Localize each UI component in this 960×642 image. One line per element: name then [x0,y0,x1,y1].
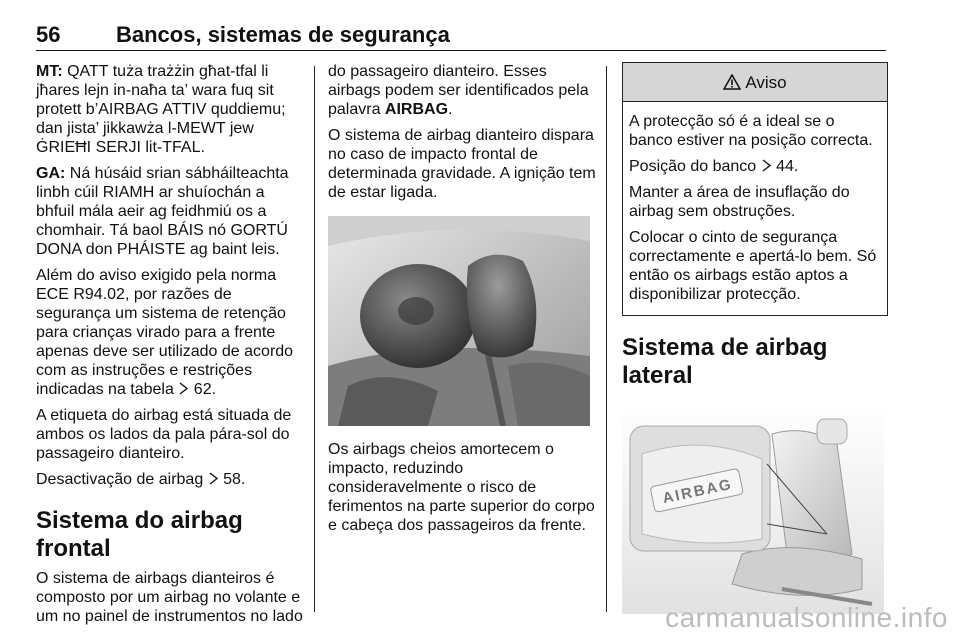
page-header [36,22,886,51]
ga-label: GA: [36,165,66,182]
paragraph-mt [36,62,306,157]
warning-p2 [629,157,881,176]
ga-text: Ná húsáid srian sábháilteachta linbh cúil RIAMH ar shuíochán a bhfuil mála aeir ag feidhmiú os a chomhair. Tá baol BÁIS nó GORTÚ DONA don PHÁISTE ag baint leis. [36,165,289,258]
continued-period: . [448,101,453,118]
warning-body [623,102,887,315]
deactivation-text: Desactivação de airbag [36,471,204,488]
warning-triangle-icon [723,74,741,90]
column-divider-1 [314,66,315,612]
reference-arrow-icon [178,382,189,395]
column-2 [328,62,596,542]
ece-ref-link[interactable]: 62. [193,381,217,398]
deactivation-ref-link[interactable]: 58. [223,471,246,488]
page-number: 56 [36,22,61,47]
airbag-word: AIRBAG [384,101,449,118]
warning-p1: A protecção só é a ideal se o banco estiver na posição correcta. [629,113,873,149]
heading-side-airbag: Sistema de airbag lateral [622,334,828,389]
warning-p3: Manter a área de insuflação do airbag sem obstruções. [629,184,850,220]
side-airbag-seat-illustration [622,404,884,614]
warning-header [623,63,887,102]
paragraph-label-location: A etiqueta do airbag está situada de ambos os lados da pala pára-sol do passageiro dianteiro. [36,407,292,462]
column-3 [622,62,888,614]
ece-text: Além do aviso exigido pela norma ECE R94.02, por razões de segurança um sistema de retenção para crianças virado para a frente apenas deve ser utilizado de acordo com as instruções e restrições indicadas na tabela [36,267,294,398]
paragraph-continued [328,62,596,119]
watermark: carmanualsonline.info [665,602,948,633]
continued-text: do passageiro dianteiro. Esses airbags podem ser identificados pela palavra [328,63,589,118]
warning-title: Aviso [745,72,787,92]
paragraph-ga [36,164,306,259]
seat-position-text: Posição do banco [629,158,757,175]
paragraph-frontal: O sistema de airbags dianteiros é composto por um airbag no volante e um no painel de instrumentos no lado [36,570,303,625]
illustration-caption: Os airbags cheios amortecem o impacto, reduzindo consideravelmente o risco de ferimentos na parte superior do corpo e cabeça dos passageiros da frente. [328,441,595,534]
mt-text: QATT tuża trażżin għat-tfal li jħares lejn in-naħa ta’ wara fuq sit protett b’AIRBAG ATTIV quddiemu; dan jista’ jikkawża l-MEWT jew ĠRIEĦI SERJI lit-TFAL. [36,63,286,156]
paragraph-deactivation [36,470,306,489]
heading-frontal-airbag: Sistema do airbag frontal [36,507,243,562]
reference-arrow-icon [208,472,219,485]
paragraph-ece [36,266,306,399]
warning-box [622,62,888,316]
page-title: Bancos, sistemas de segurança [116,22,450,47]
reference-arrow-icon [761,159,772,172]
warning-p4: Colocar o cinto de segurança correctamente e apertá-lo bem. Só então os airbags estão aptos a disponibilizar protecção. [629,229,877,303]
column-1 [36,62,306,633]
paragraph-trigger: O sistema de airbag dianteiro dispara no caso de impacto frontal de determinada gravidade. A ignição tem de estar ligada. [328,127,596,201]
front-airbags-illustration [328,216,590,426]
seat-airbag-label: AIRBAG [661,475,735,508]
column-divider-2 [606,66,607,612]
mt-label: MT: [36,63,63,80]
seat-position-ref-link[interactable]: 44. [776,158,799,175]
